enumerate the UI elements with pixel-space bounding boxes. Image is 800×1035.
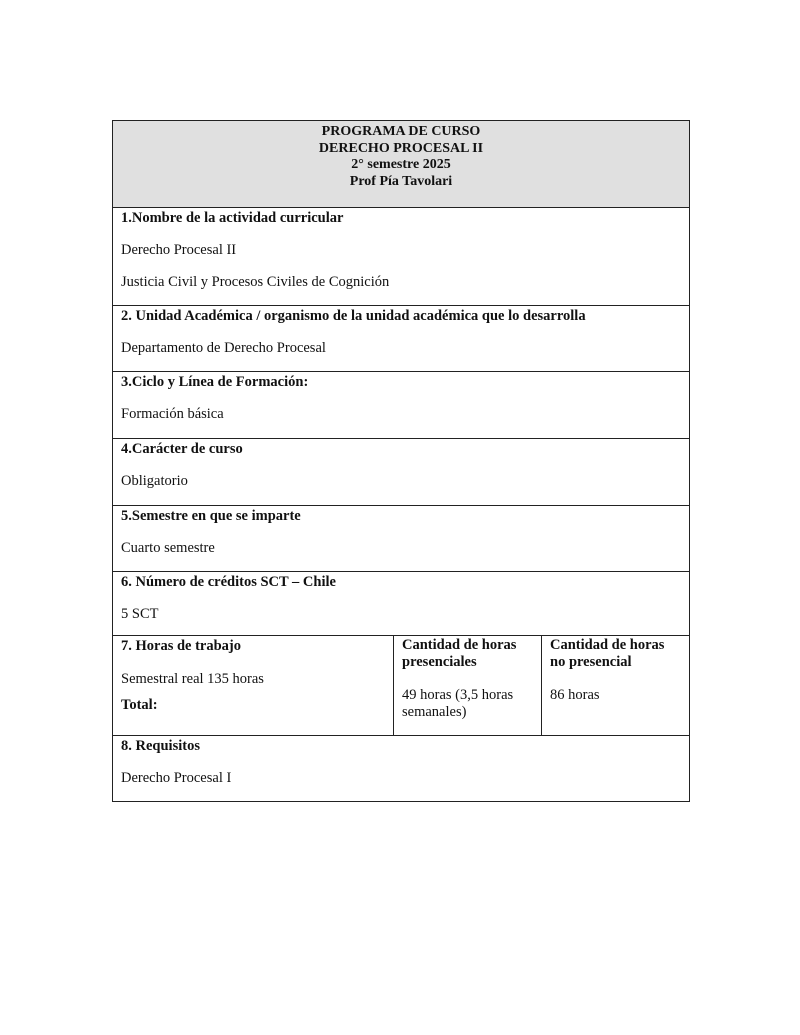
section-text: Derecho Procesal I bbox=[121, 770, 232, 786]
section-cycle-line bbox=[113, 371, 689, 438]
section-text: Cuarto semestre bbox=[121, 540, 215, 556]
section-credits bbox=[113, 571, 689, 635]
remote-title-1: Cantidad de horas bbox=[550, 637, 665, 653]
section-semester bbox=[113, 505, 689, 571]
section-title: 7. Horas de trabajo bbox=[121, 638, 242, 654]
in-person-title-1: Cantidad de horas bbox=[402, 637, 517, 653]
section-text: Departamento de Derecho Procesal bbox=[121, 340, 326, 356]
section-title: 6. Número de créditos SCT – Chile bbox=[121, 574, 336, 590]
section-title: 1.Nombre de la actividad curricular bbox=[121, 210, 344, 226]
section-academic-unit bbox=[113, 305, 689, 371]
program-title: PROGRAMA DE CURSO bbox=[321, 124, 481, 139]
remote-value: 86 horas bbox=[550, 687, 600, 703]
course-program-table bbox=[112, 120, 690, 802]
section-course-character bbox=[113, 438, 689, 505]
in-person-value-2: semanales) bbox=[402, 704, 467, 720]
section-text: Obligatorio bbox=[121, 473, 188, 489]
semestral-hours: Semestral real 135 horas bbox=[121, 671, 264, 687]
section-work-hours bbox=[113, 635, 689, 735]
remote-hours-cell bbox=[542, 636, 689, 735]
section-text: Derecho Procesal II bbox=[121, 242, 237, 258]
in-person-hours-cell bbox=[394, 636, 542, 735]
total-label: Total: bbox=[121, 697, 158, 713]
section-title: 8. Requisitos bbox=[121, 738, 200, 754]
section-requirements bbox=[113, 735, 689, 801]
section-title: 5.Semestre en que se imparte bbox=[121, 508, 301, 524]
semester-year: 2° semestre 2025 bbox=[351, 157, 451, 172]
section-text: 5 SCT bbox=[121, 606, 159, 622]
in-person-value-1: 49 horas (3,5 horas bbox=[402, 687, 514, 703]
course-name: DERECHO PROCESAL II bbox=[318, 140, 484, 156]
remote-title-2: no presencial bbox=[550, 654, 632, 670]
section-title: 3.Ciclo y Línea de Formación: bbox=[121, 374, 309, 390]
in-person-title-2: presenciales bbox=[402, 654, 477, 670]
header-cell bbox=[113, 121, 689, 207]
section-text: Justicia Civil y Procesos Civiles de Cognición bbox=[121, 274, 390, 290]
section-title: 2. Unidad Académica / organismo de la unidad académica que lo desarrolla bbox=[121, 308, 586, 324]
section-text: Formación básica bbox=[121, 406, 224, 422]
work-hours-cell bbox=[113, 636, 394, 735]
section-title: 4.Carácter de curso bbox=[121, 441, 243, 457]
section-activity-name bbox=[113, 207, 689, 305]
professor-name: Prof Pía Tavolari bbox=[349, 173, 453, 189]
